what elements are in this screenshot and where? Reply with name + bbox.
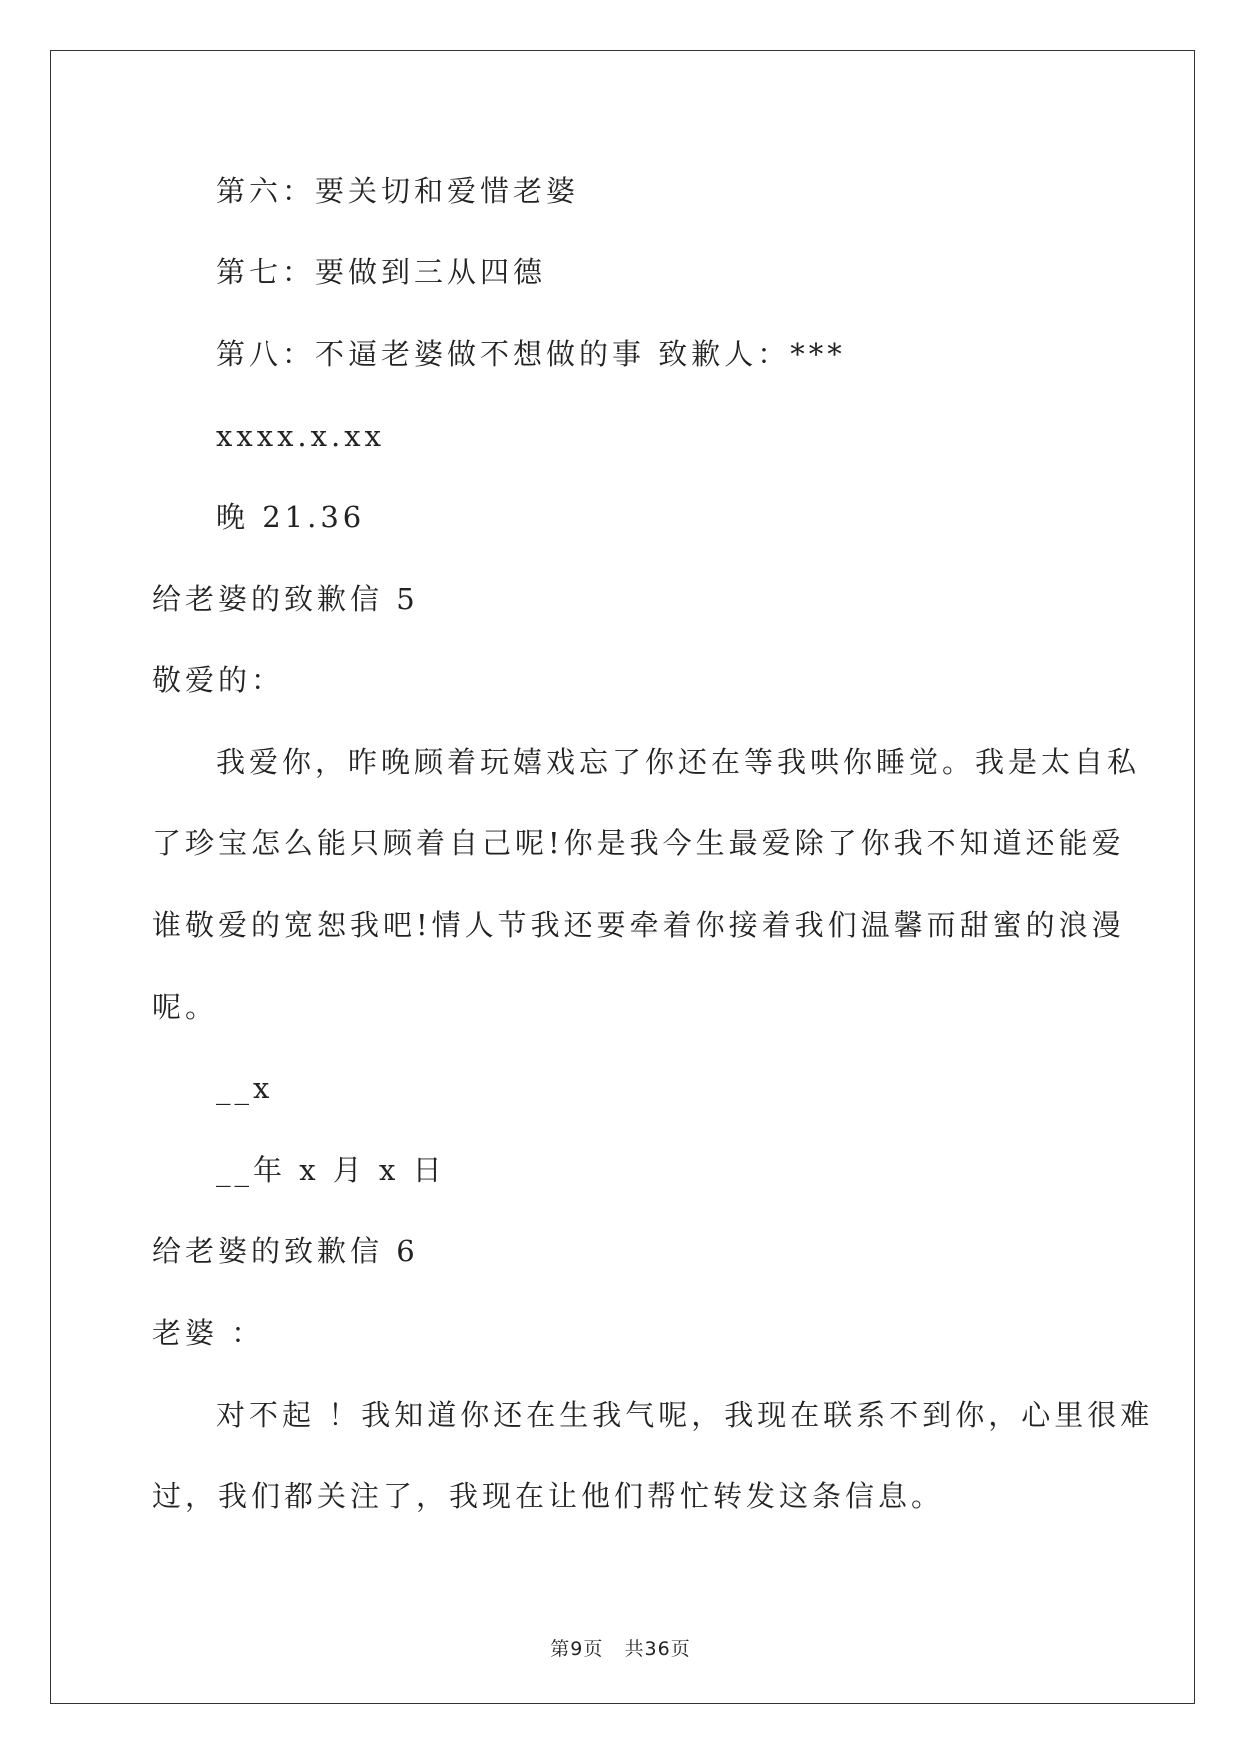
signature-line: __x	[216, 1071, 274, 1105]
section-title-6: 给老婆的致歉信 6	[152, 1234, 419, 1268]
text-line-rule-8: 第八：不逼老婆做不想做的事 致歉人：***	[216, 337, 846, 371]
paragraph-line: 谁敬爱的宽恕我吧!情人节我还要牵着你接着我们温馨而甜蜜的浪漫	[152, 908, 1125, 942]
page-prefix: 第	[550, 1638, 571, 1660]
paragraph-line: 了珍宝怎么能只顾着自己呢!你是我今生最爱除了你我不知道还能爱	[152, 826, 1125, 860]
total-pages: 36	[644, 1638, 671, 1660]
paragraph-line: 我爱你，昨晚顾着玩嬉戏忘了你还在等我哄你睡觉。我是太自私	[216, 745, 1141, 779]
paragraph-line: 对不起 ！我知道你还在生我气呢，我现在联系不到你，心里很难	[216, 1398, 1154, 1432]
text-line-rule-7: 第七：要做到三从四德	[216, 255, 547, 289]
page-footer	[0, 1634, 1241, 1661]
time-line: 晚 21.36	[216, 500, 366, 534]
salutation-6: 老婆 ：	[152, 1316, 265, 1350]
salutation-5: 敬爱的：	[152, 663, 285, 697]
section-title-5: 给老婆的致歉信 5	[152, 582, 419, 616]
page-number: 9	[570, 1638, 584, 1660]
paragraph-line: 呢。	[152, 990, 219, 1024]
total-prefix: 共	[624, 1638, 645, 1660]
page-border	[50, 50, 1195, 1704]
page-suffix: 页	[583, 1638, 604, 1660]
signature-date-line: __年 x 月 x 日	[216, 1153, 446, 1187]
paragraph-line: 过，我们都关注了，我现在让他们帮忙转发这条信息。	[152, 1479, 945, 1513]
date-line: xxxx.x.xx	[216, 419, 385, 453]
text-line-rule-6: 第六：要关切和爱惜老婆	[216, 174, 580, 208]
total-suffix: 页	[670, 1638, 691, 1660]
